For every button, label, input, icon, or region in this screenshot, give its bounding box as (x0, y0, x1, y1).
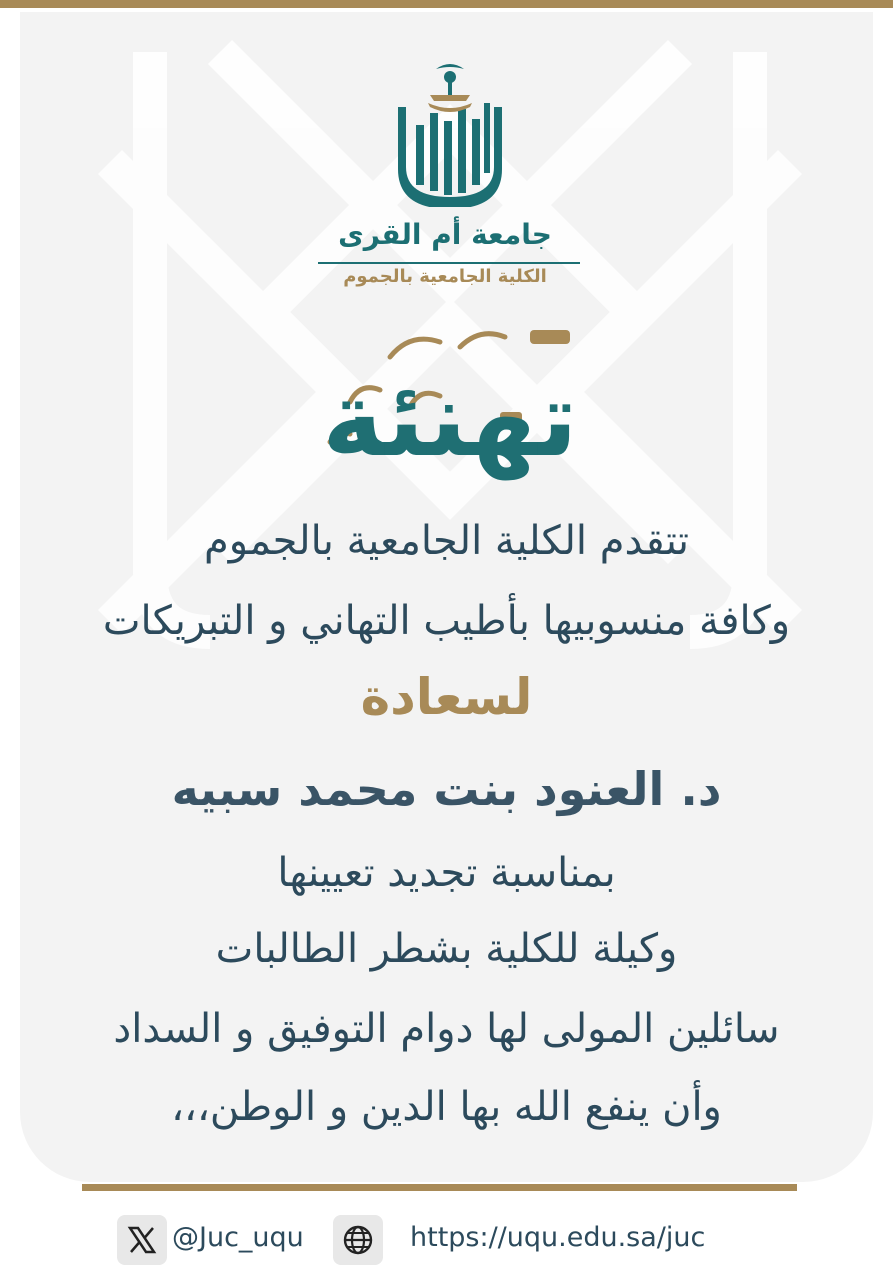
university-name: جامعة أم القرى (338, 218, 552, 251)
body-line-occasion: بمناسبة تجديد تعيينها (277, 850, 616, 896)
body-line-closing: وأن ينفع الله بها الدين و الوطن،،، (171, 1084, 722, 1130)
body-line-college: تتقدم الكلية الجامعية بالجموم (204, 518, 689, 564)
bottom-gold-rule (82, 1184, 797, 1191)
website-url-link[interactable]: https://uqu.edu.sa/juc (410, 1222, 706, 1253)
x-logo-icon[interactable] (117, 1215, 167, 1265)
body-line-wishes: سائلين المولى لها دوام التوفيق و السداد (113, 1006, 780, 1052)
body-line-honorific: لسعادة (360, 668, 533, 726)
top-gold-rule (0, 0, 893, 8)
congratulations-title: تهنئة (322, 358, 578, 480)
college-name: الكلية الجامعية بالجموم (343, 266, 547, 287)
body-line-staff: وكافة منسوبيها بأطيب التهاني و التبريكات (102, 598, 791, 644)
x-logo-icon-glyph (127, 1225, 157, 1255)
university-name-underline (318, 262, 580, 264)
social-handle-link[interactable]: @Juc_uqu (172, 1222, 304, 1253)
recipient-name: د. العنود بنت محمد سبيه (171, 762, 722, 816)
body-line-position: وكيلة للكلية بشطر الطالبات (215, 926, 678, 972)
globe-icon[interactable] (333, 1215, 383, 1265)
globe-icon-glyph (342, 1224, 374, 1256)
footer (0, 1210, 893, 1270)
card-background (20, 12, 873, 1182)
university-logo (380, 47, 520, 207)
